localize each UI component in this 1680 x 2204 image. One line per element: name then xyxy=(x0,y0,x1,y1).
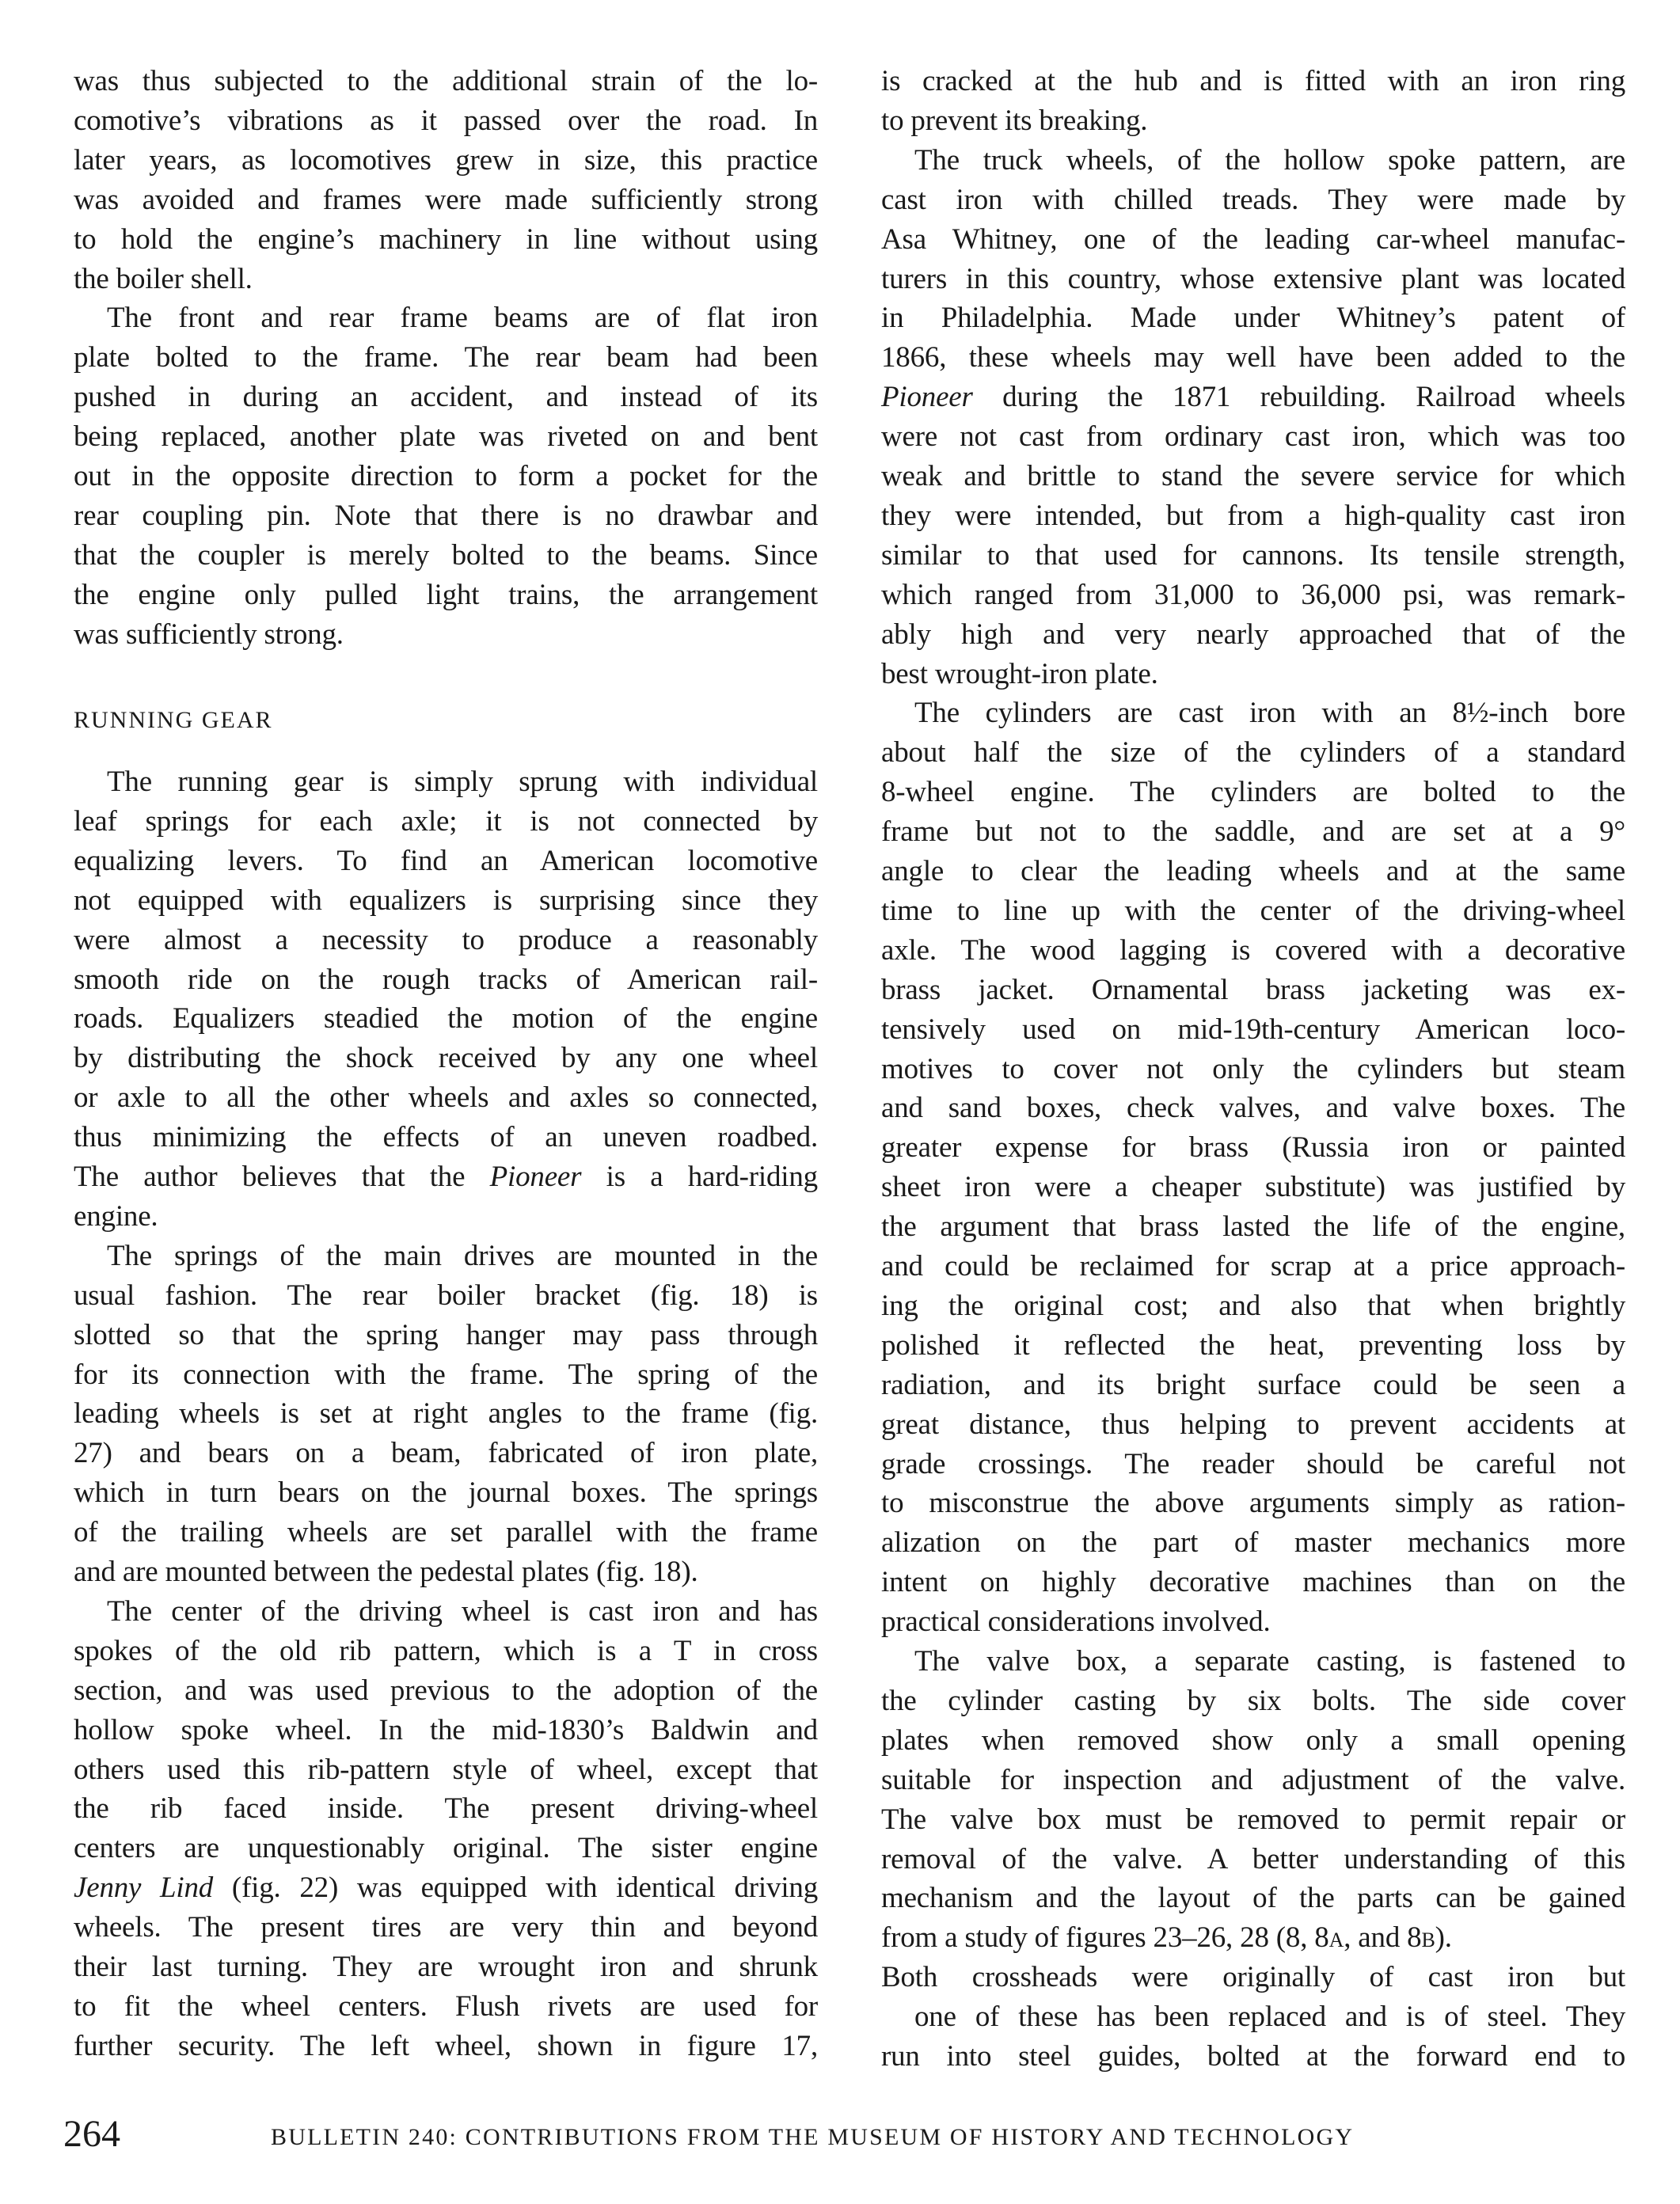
text-line: one of these has been replaced and is of steel. They xyxy=(914,2001,1625,2034)
text-line: Asa Whitney, one of the leading car-wheel manufac- xyxy=(881,222,1625,256)
text-line: hollow spoke wheel. In the mid-1830’s Baldwin and xyxy=(74,1713,818,1746)
text-line: further security. The left wheel, shown in figure 17, xyxy=(74,2029,818,2062)
text-line: The cylinders are cast iron with an 8½-inch bore xyxy=(914,697,1625,730)
text-line: radiation, and its bright surface could be seen a xyxy=(881,1368,1625,1401)
text-line: engine. xyxy=(74,1199,158,1233)
text-line: suitable for inspection and adjustment of the valve. xyxy=(881,1763,1625,1796)
text-line: rear coupling pin. Note that there is no drawbar and xyxy=(74,499,818,532)
text-line: leaf springs for each axle; it is not connected by xyxy=(74,804,818,838)
text-line: The center of the driving wheel is cast iron and has xyxy=(107,1594,818,1628)
text-line: frame but not to the saddle, and are set at a 9° xyxy=(881,815,1625,849)
text-line: wheels. The present tires are very thin and beyond xyxy=(74,1911,818,1944)
text-line: the cylinder casting by six bolts. The side cover xyxy=(881,1684,1625,1717)
text-line: to fit the wheel centers. Flush rivets are used for xyxy=(74,1989,818,2023)
text-line: the argument that brass lasted the life of the engine, xyxy=(881,1210,1625,1244)
text-line: or axle to all the other wheels and axles so connected, xyxy=(74,1081,818,1115)
text-line: was avoided and frames were made sufficiently strong xyxy=(74,183,818,216)
text-line: the engine only pulled light trains, the arrangement xyxy=(74,578,818,611)
text-line: spokes of the old rib pattern, which is a T in cross xyxy=(74,1634,818,1667)
text-line: ing the original cost; and also that when brightly xyxy=(881,1289,1625,1322)
text-line: was sufficiently strong. xyxy=(74,618,344,651)
section-heading-running-gear: RUNNING GEAR xyxy=(74,707,273,733)
text-line: thus minimizing the effects of an uneven roadbed. xyxy=(74,1121,818,1154)
text-line: their last turning. They are wrought iron and shrunk xyxy=(74,1951,818,1983)
text-line: in Philadelphia. Made under Whitney’s patent of xyxy=(881,302,1625,335)
text-line: brass jacket. Ornamental brass jacketing was ex- xyxy=(881,973,1625,1006)
text-line: they were intended, but from a high-quality cast iron xyxy=(881,499,1625,532)
text-line: angle to clear the leading wheels and at the same xyxy=(881,855,1625,887)
text-line: run into steel guides, bolted at the forward end to xyxy=(881,2040,1625,2073)
text-line: section, and was used previous to the adoption of the xyxy=(74,1674,818,1707)
text-line: best wrought-iron plate. xyxy=(881,657,1158,690)
text-line: polished it reflected the heat, preventing loss by xyxy=(881,1328,1625,1362)
text-line: by distributing the shock received by any one wheel xyxy=(74,1042,818,1075)
text-line: Both crossheads were originally of cast iron but xyxy=(881,1961,1625,1994)
text-line: that the coupler is merely bolted to the beams. Since xyxy=(74,538,818,572)
text-line: and are mounted between the pedestal plates (fig. 18). xyxy=(74,1556,698,1588)
text-line: cast iron with chilled treads. They were made by xyxy=(881,183,1625,216)
text-line: 27) and bears on a beam, fabricated of iron plate, xyxy=(74,1437,818,1470)
text-line: The valve box must be removed to permit repair or xyxy=(881,1803,1625,1836)
text-line: equalizing levers. To find an American locomotive xyxy=(74,844,818,877)
text-line: pushed in during an accident, and instead of its xyxy=(74,381,818,414)
page-footer xyxy=(0,2112,1680,2160)
text-line: to prevent its breaking. xyxy=(881,104,1148,137)
text-line: The valve box, a separate casting, is fastened to xyxy=(914,1645,1625,1678)
text-line: roads. Equalizers steadied the motion of the engine xyxy=(74,1002,818,1036)
text-line: The truck wheels, of the hollow spoke pattern, are xyxy=(914,143,1625,177)
text-line: intent on highly decorative machines than on the xyxy=(881,1566,1625,1599)
text-line: being replaced, another plate was riveted on and bent xyxy=(74,420,818,454)
running-title: BULLETIN 240: CONTRIBUTIONS FROM THE MUSEUM OF HISTORY AND TECHNOLOGY xyxy=(271,2124,1355,2150)
text-line: The front and rear frame beams are of flat iron xyxy=(107,302,818,335)
text-line: is cracked at the hub and is fitted with an iron ring xyxy=(881,65,1625,97)
text-line: greater expense for brass (Russia iron or painted xyxy=(881,1131,1625,1165)
text-line: axle. The wood lagging is covered with a decorative xyxy=(881,933,1625,967)
text-line: 1866, these wheels may well have been added to the xyxy=(881,341,1625,374)
text-line: Pioneer during the 1871 rebuilding. Railroad wheels xyxy=(881,381,1625,414)
text-line: were not cast from ordinary cast iron, which was too xyxy=(881,420,1625,454)
text-line: 8-wheel engine. The cylinders are bolted to the xyxy=(881,776,1625,809)
text-line: leading wheels is set at right angles to the frame (fig. xyxy=(74,1397,818,1431)
text-line: great distance, thus helping to prevent accidents at xyxy=(881,1408,1625,1441)
text-line: out in the opposite direction to form a pocket for the xyxy=(74,460,818,492)
text-line: centers are unquestionably original. The sister engine xyxy=(74,1832,818,1865)
text-line: and sand boxes, check valves, and valve boxes. The xyxy=(881,1092,1625,1125)
text-line: about half the size of the cylinders of a standard xyxy=(881,736,1625,770)
text-line: to misconstrue the above arguments simply as ration- xyxy=(881,1487,1625,1520)
text-line: which ranged from 31,000 to 36,000 psi, was remark- xyxy=(881,578,1625,611)
text-line: plates when removed show only a small opening xyxy=(881,1723,1625,1757)
page-number: 264 xyxy=(63,2113,120,2155)
text-line: from a study of figures 23–26, 28 (8, 8a, and 8b). xyxy=(881,1921,1452,1955)
text-line: The springs of the main drives are mounted in the xyxy=(107,1239,818,1272)
text-line: The running gear is simply sprung with individual xyxy=(107,766,818,798)
text-line: slotted so that the spring hanger may pass through xyxy=(74,1318,818,1351)
text-line: Jenny Lind (fig. 22) was equipped with identical driving xyxy=(74,1872,818,1905)
text-line: similar to that used for cannons. Its tensile strength, xyxy=(881,538,1625,572)
text-line: the boiler shell. xyxy=(74,262,253,295)
text-line: comotive’s vibrations as it passed over the road. In xyxy=(74,104,818,137)
text-line: turers in this country, whose extensive plant was located xyxy=(881,262,1625,295)
text-line: weak and brittle to stand the severe service for which xyxy=(881,460,1625,492)
text-line: plate bolted to the frame. The rear beam had been xyxy=(74,341,818,374)
text-line: The author believes that the Pioneer is a hard-riding xyxy=(74,1161,818,1193)
text-line: mechanism and the layout of the parts can be gained xyxy=(881,1882,1625,1915)
text-line: smooth ride on the rough tracks of American rail- xyxy=(74,963,818,996)
text-line: removal of the valve. A better understanding of this xyxy=(881,1842,1625,1875)
text-line: was thus subjected to the additional strain of the lo- xyxy=(74,65,818,97)
text-line: later years, as locomotives grew in size, this practice xyxy=(74,143,818,177)
text-line: the rib faced inside. The present driving-wheel xyxy=(74,1792,818,1826)
text-line: others used this rib-pattern style of wheel, except that xyxy=(74,1753,818,1786)
text-line: for its connection with the frame. The spring of the xyxy=(74,1358,818,1391)
text-line: sheet iron were a cheaper substitute) was justified by xyxy=(881,1171,1625,1204)
text-line: alization on the part of master mechanics more xyxy=(881,1526,1625,1560)
text-line: and could be reclaimed for scrap at a price approach- xyxy=(881,1250,1625,1282)
text-line: motives to cover not only the cylinders but steam xyxy=(881,1052,1625,1085)
text-line: usual fashion. The rear boiler bracket (fig. 18) is xyxy=(74,1279,818,1312)
text-line: of the trailing wheels are set parallel with the frame xyxy=(74,1516,818,1549)
text-line: grade crossings. The reader should be careful not xyxy=(881,1447,1625,1480)
text-line: ably high and very nearly approached that of the xyxy=(881,618,1625,651)
text-line: to hold the engine’s machinery in line without using xyxy=(74,222,818,256)
text-line: were almost a necessity to produce a reasonably xyxy=(74,923,818,956)
text-line: practical considerations involved. xyxy=(881,1606,1271,1639)
text-line: not equipped with equalizers is surprising since they xyxy=(74,884,818,917)
text-line: time to line up with the center of the driving-wheel xyxy=(881,894,1625,927)
text-line: which in turn bears on the journal boxes. The springs xyxy=(74,1476,818,1510)
text-line: tensively used on mid-19th-century American loco- xyxy=(881,1013,1625,1046)
